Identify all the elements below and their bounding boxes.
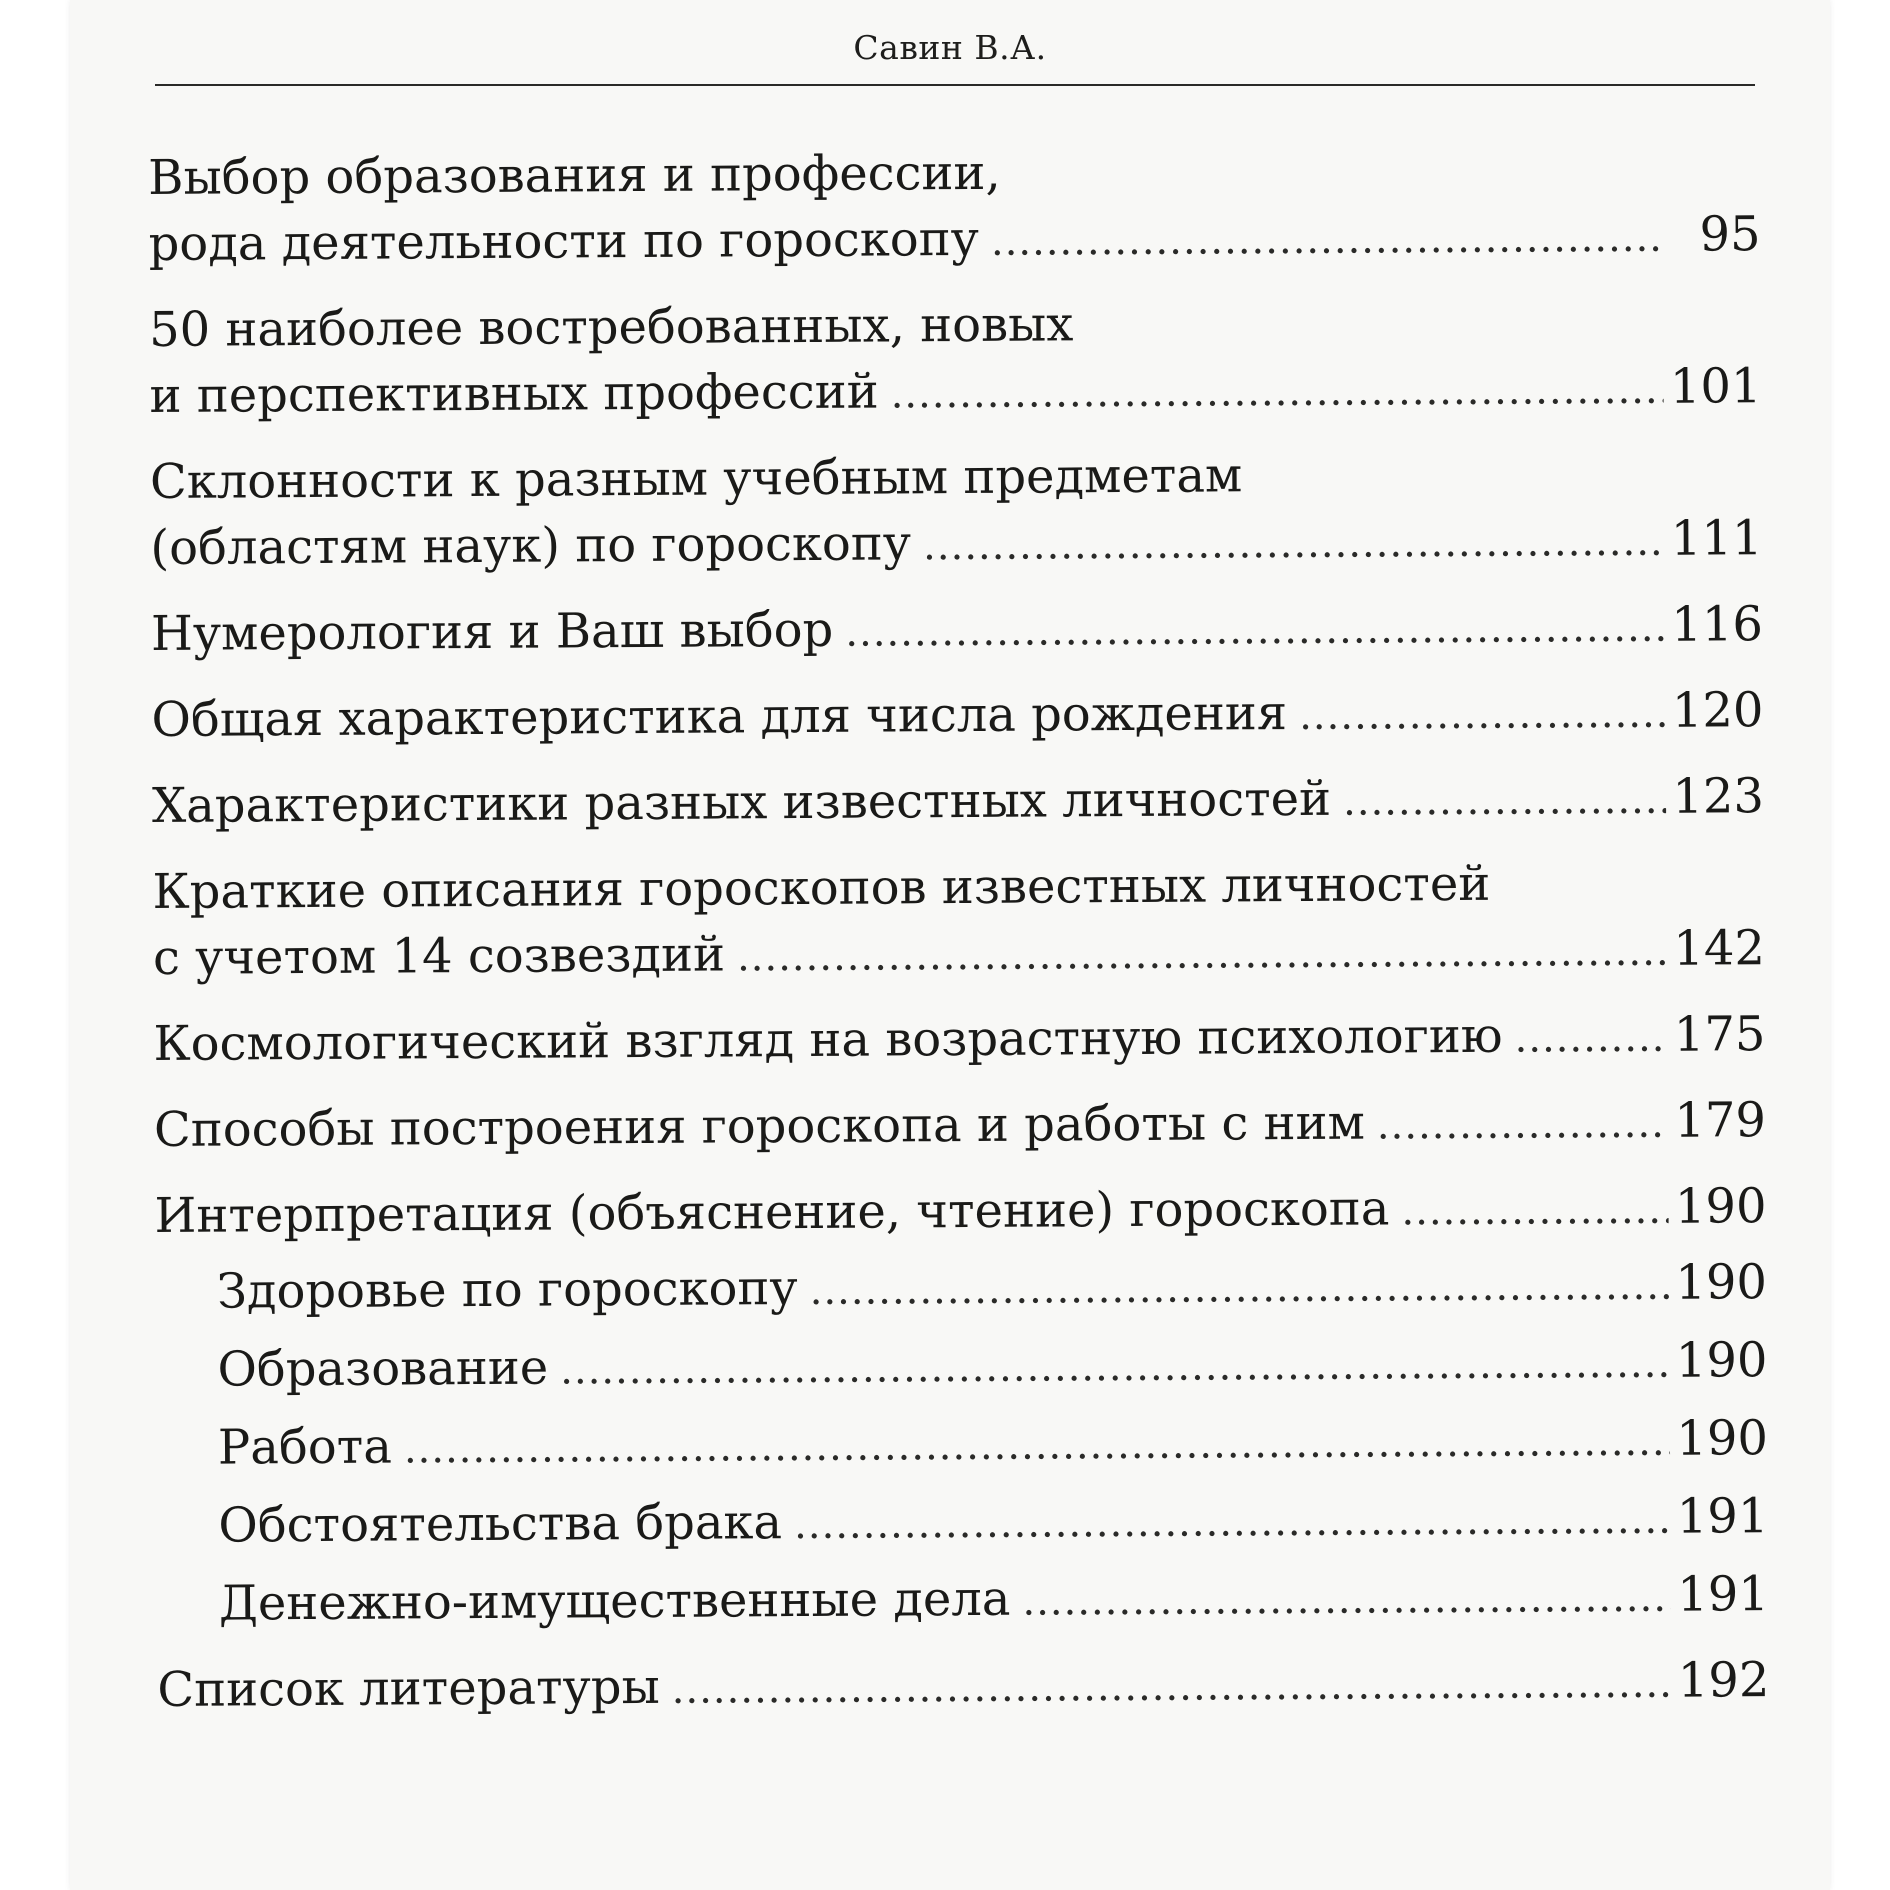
toc-page-number: 142: [1673, 920, 1766, 977]
toc-entry: [151, 591, 1763, 667]
header-rule: [155, 84, 1755, 86]
dot-leader: [809, 1253, 1669, 1324]
toc-entry-title-line: Выбор образования и профессии,: [148, 144, 1001, 206]
toc-subentry: [155, 1249, 1767, 1325]
toc-subentry: [155, 1327, 1767, 1403]
toc-entry: [149, 287, 1762, 429]
toc-entry-title: Характеристики разных известных личностей: [151, 770, 1332, 834]
toc-subentry-title: Работа: [217, 1418, 393, 1476]
toc-page-number: 101: [1669, 358, 1762, 415]
toc-subentry: [157, 1561, 1769, 1637]
toc-entry: [150, 439, 1763, 581]
toc-entry-title: и перспективных профессий: [149, 363, 879, 424]
toc-page-number: 175: [1673, 1006, 1766, 1063]
toc-page-number: 190: [1674, 1178, 1767, 1235]
dot-leader: [991, 205, 1665, 275]
toc-entry-title-line: Склонности к разным учебным предметам: [149, 447, 1243, 510]
toc-subentry: [156, 1405, 1768, 1481]
toc-page-number: 123: [1672, 768, 1765, 825]
toc-page-number: 120: [1671, 682, 1764, 739]
toc-entry-title: рода деятельности по гороскопу: [148, 210, 980, 272]
toc-page-number: 192: [1677, 1652, 1770, 1709]
book-page: [70, 0, 1830, 1890]
toc-subentry: [156, 1483, 1768, 1559]
toc-page-number: 111: [1670, 510, 1763, 567]
dot-leader: [1022, 1565, 1671, 1635]
table-of-contents: [148, 135, 1770, 1743]
dot-leader: [404, 1409, 1671, 1483]
dot-leader: [794, 1487, 1671, 1558]
toc-subentry-title: Здоровье по гороскопу: [216, 1260, 798, 1320]
dot-leader: [1514, 1005, 1668, 1072]
dot-leader: [1343, 767, 1667, 835]
toc-entry: [148, 135, 1761, 277]
toc-page-number: 191: [1677, 1566, 1770, 1623]
dot-leader: [1377, 1091, 1669, 1159]
toc-entry-title: Интерпретация (объяснение, чтение) гороскопа: [154, 1180, 1390, 1244]
dot-leader: [560, 1331, 1670, 1404]
toc-entry: [153, 1001, 1765, 1077]
toc-entry-title: (областям наук) по гороскопу: [150, 515, 912, 576]
toc-entry-title: с учетом 14 созвездий: [152, 926, 726, 986]
toc-entry: [152, 849, 1765, 991]
toc-page-number: 190: [1675, 1332, 1768, 1389]
toc-entry: [157, 1647, 1769, 1723]
running-head-author: Савин В.А.: [853, 28, 1047, 67]
toc-entry-title: Список литературы: [157, 1658, 660, 1718]
dot-leader: [737, 919, 1668, 991]
toc-entry-title: Общая характеристика для числа рождения: [151, 685, 1288, 748]
dot-leader: [923, 509, 1665, 580]
toc-page-number: 179: [1674, 1092, 1767, 1149]
dot-leader: [845, 595, 1665, 666]
toc-entry-title: Космологический взгляд на возрастную психологию: [153, 1007, 1503, 1072]
toc-page-number: 190: [1675, 1254, 1768, 1311]
toc-entry-title-line: Краткие описания гороскопов известных личностей: [152, 855, 1491, 920]
toc-entry: [152, 763, 1764, 839]
toc-subentry-title: Обстоятельства брака: [218, 1494, 783, 1554]
toc-page-number: 95: [1699, 206, 1761, 263]
toc-page-number: 191: [1676, 1488, 1769, 1545]
toc-page-number: 116: [1671, 596, 1764, 653]
toc-entry-title: Нумерология и Ваш выбор: [150, 601, 834, 662]
toc-entry: [151, 677, 1763, 753]
dot-leader: [1401, 1177, 1669, 1245]
toc-entry: [154, 1173, 1766, 1249]
dot-leader: [1299, 681, 1666, 749]
toc-entry-title-line: 50 наиболее востребованных, новых: [148, 296, 1074, 358]
toc-subentry-title: Денежно-имущественные дела: [218, 1570, 1011, 1632]
toc-entry-title: Способы построения гороскопа и работы с ним: [153, 1094, 1365, 1158]
toc-entry: [154, 1087, 1766, 1163]
toc-page-number: 190: [1676, 1410, 1769, 1467]
toc-subentry-title: Образование: [217, 1339, 549, 1398]
dot-leader: [890, 357, 1664, 428]
dot-leader: [672, 1651, 1672, 1723]
